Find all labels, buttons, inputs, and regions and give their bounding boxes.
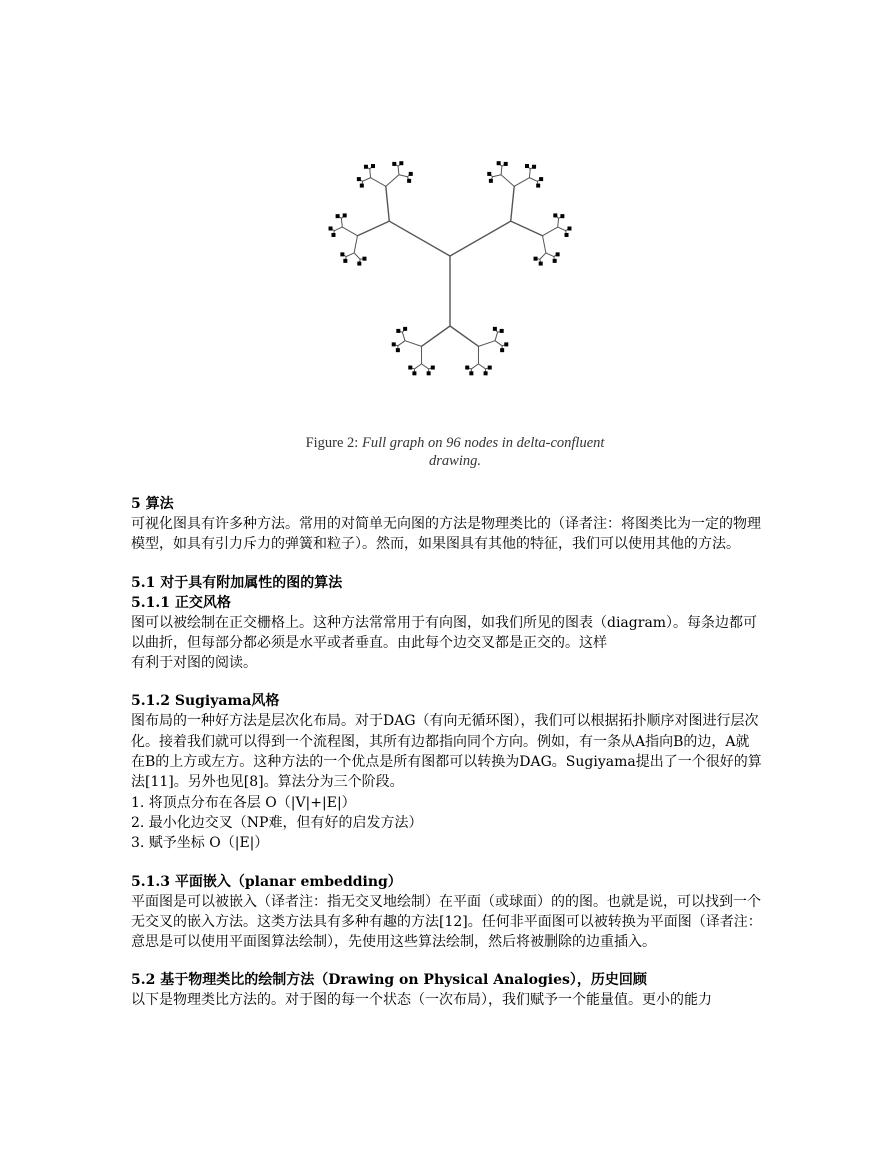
section-5-1-2-heading: 5.1.2 Sugiyama风格 (131, 693, 280, 710)
figure-caption-line-1 (270, 434, 640, 452)
tree-edge-52 (558, 227, 566, 231)
tree-edge-47 (511, 221, 543, 236)
tree-edge-28 (399, 175, 408, 177)
tree-edge-13 (341, 218, 342, 227)
step-3: 3. 赋予坐标 O（|E|） (131, 835, 269, 852)
tree-edge-0 (389, 221, 450, 256)
tree-edge-80 (422, 364, 429, 369)
section-5-1-1-heading: 5.1.1 正交风格 (131, 594, 231, 611)
section-5-1-3-heading: 5.1.3 平面嵌入（planar embedding） (131, 873, 402, 890)
tree-edge-49 (558, 218, 559, 227)
tree-edge-63 (450, 326, 478, 346)
step-2: 2. 最小化边交叉（NP难，但有好的启发方法） (131, 814, 423, 831)
figure-caption-italic-1: Full graph on 96 nodes in delta-confluent (361, 435, 605, 451)
tree-edge-24 (386, 175, 399, 187)
figure-caption-prefix: Figure 2: (305, 435, 362, 451)
tree-node-18 (497, 161, 501, 165)
tree-edge-37 (501, 166, 502, 175)
tree-node-40 (431, 366, 435, 370)
tree-node-35 (500, 348, 504, 352)
tree-node-5 (329, 226, 333, 230)
tree-edge-1 (357, 221, 389, 236)
tree-edge-9 (342, 227, 357, 236)
tree-edge-33 (501, 175, 514, 187)
section-5-1-1-paragraph: 图可以被绘制在正交栅格上。这种方法常常用于有向图，如我们所见的图表（diagram）。每条边都可以曲折，但每部分都必须是水平或者垂直。由此每个边交叉都是正交的。这样 (131, 614, 758, 651)
tree-edge-65 (495, 332, 498, 340)
tree-edge-83 (414, 364, 421, 369)
tree-node-29 (553, 259, 557, 263)
tree-edge-25 (398, 166, 399, 175)
tree-node-33 (500, 329, 504, 333)
tree-node-46 (396, 329, 400, 333)
tree-edge-2 (354, 236, 357, 253)
tree-node-27 (565, 233, 569, 237)
tree-edge-31 (450, 221, 511, 256)
tree-node-6 (336, 214, 340, 218)
tree-edge-34 (493, 175, 502, 177)
tree-node-24 (553, 213, 557, 217)
section-5-1-heading: 5.1 对于具有附加属性的图的算法 (131, 574, 343, 591)
tree-node-43 (408, 366, 412, 370)
tree-node-32 (493, 327, 497, 331)
tree-edge-64 (478, 341, 495, 347)
tree-node-3 (340, 252, 344, 256)
tree-node-47 (403, 327, 407, 331)
tree-node-31 (534, 257, 538, 261)
tree-edge-16 (386, 186, 389, 221)
tree-edge-56 (546, 253, 554, 257)
section-5-1-3-paragraph: 平面图是可以被嵌入（译者注：指无交叉地绘制）在平面（或球面）的的图。也就是说，可以找到一个无交叉的嵌入方法。这类方法具有多种有趣的方法[12]。任何非平面图可以被转换为平面图（译者注：意思是可以使用平面图算法绘制），先使用这些算法绘制，然后将被删除的边重插入。 (131, 893, 762, 951)
tree-node-8 (360, 184, 364, 188)
tree-node-38 (469, 371, 473, 375)
tree-node-1 (357, 262, 361, 266)
delta-confluent-graph-drawing (270, 108, 640, 433)
tree-edge-32 (511, 186, 514, 221)
tree-node-17 (487, 172, 491, 176)
tree-node-11 (371, 164, 375, 168)
section-5-paragraph: 可视化图具有许多种方法。常用的对简单无向图的方法是物理类比的（译者注：将图类比为一定的物理模型，如具有引力斥力的弹簧和粒子）。然而，如果图具有其他的特征，我们可以使用其他的方法。 (131, 516, 761, 553)
tree-node-28 (556, 252, 560, 256)
tree-node-0 (362, 257, 366, 261)
tree-node-34 (504, 342, 508, 346)
tree-edge-78 (422, 326, 450, 346)
tree-node-45 (392, 342, 396, 346)
tree-edge-40 (514, 178, 529, 187)
tree-edge-68 (495, 341, 502, 346)
tree-node-14 (409, 172, 413, 176)
section-5-heading: 5 算法 (131, 496, 174, 512)
tree-node-30 (539, 262, 543, 266)
tree-node-20 (525, 164, 529, 168)
tree-edge-90 (402, 332, 405, 340)
tree-node-15 (407, 179, 411, 183)
tree-edge-48 (543, 227, 558, 236)
tree-node-25 (560, 214, 564, 218)
tree-node-42 (412, 371, 416, 375)
tree-edge-10 (334, 227, 342, 231)
tree-edge-75 (471, 364, 478, 369)
tree-node-16 (489, 179, 493, 183)
step-1: 1. 将顶点分布在各层 O（|V|+|E|） (131, 794, 356, 811)
tree-node-39 (465, 366, 469, 370)
section-5-2-paragraph: 以下是物理类比方法的。对于图的每一个状态（一次布局），我们赋予一个能量值。更小的能力 (131, 992, 712, 1009)
tree-node-2 (343, 259, 347, 263)
tree-node-21 (532, 165, 536, 169)
section-5-1-1-paragraph-end: 有利于对图的阅读。 (131, 655, 257, 672)
tree-node-22 (539, 177, 543, 181)
tree-edge-59 (540, 253, 546, 259)
section-5-2-heading: 5.2 基于物理类比的绘制方法（Drawing on Physical Analogies），历史回顾 (131, 972, 647, 989)
tree-figure (270, 108, 640, 433)
section-5-1-2-paragraph: 图布局的一种好方法是层次化布局。对于DAG（有向无循环图），我们可以根据拓扑顺序对图进行层次化。接着我们就可以得到一个流程图，其所有边都指向同个方向。例如，有一条从A指向B的边，A就在B的上方或左方。这种方法的一个优点是所有图都可以转换为DAG。Sugiyama提出了一个很好的算法[11]。另外也见[8]。算法分为三个阶段。 (131, 713, 762, 791)
tree-edge-6 (346, 253, 354, 257)
tree-edge-18 (363, 178, 371, 182)
figure-caption-italic-2: drawing. (429, 453, 481, 469)
tree-node-36 (488, 366, 492, 370)
tree-node-19 (504, 162, 508, 166)
tree-node-44 (396, 348, 400, 352)
tree-node-37 (484, 371, 488, 375)
tree-node-7 (343, 213, 347, 217)
tree-edge-3 (354, 253, 360, 259)
tree-node-4 (331, 233, 335, 237)
tree-node-10 (364, 165, 368, 169)
tree-edge-87 (398, 341, 405, 346)
tree-node-41 (427, 371, 431, 375)
tree-node-13 (399, 161, 403, 165)
tree-edge-21 (370, 169, 371, 178)
tree-edge-55 (543, 236, 546, 253)
tree-node-23 (536, 184, 540, 188)
tree-edge-44 (529, 178, 537, 182)
tree-edge-72 (478, 364, 485, 369)
tree-node-9 (357, 177, 361, 181)
document-body (131, 494, 763, 1011)
tree-edge-41 (529, 169, 530, 178)
figure-caption-line-2 (270, 452, 640, 470)
tree-node-26 (567, 226, 571, 230)
tree-node-12 (392, 162, 396, 166)
tree-edge-86 (405, 341, 422, 347)
tree-edge-17 (371, 178, 386, 187)
